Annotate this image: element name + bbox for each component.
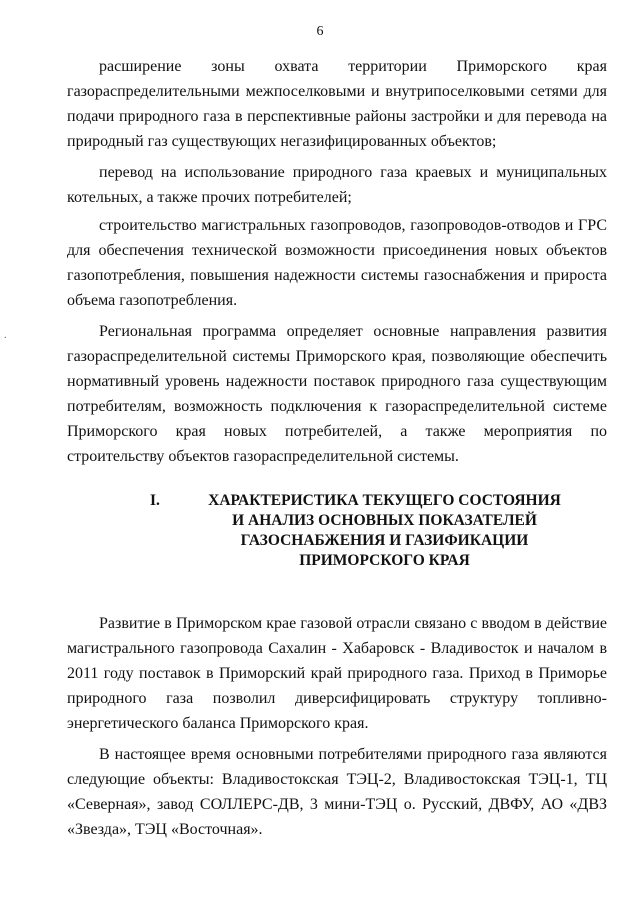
section-title — [202, 491, 607, 571]
paragraph-expansion: расширение зоны охвата территории Приморского края газораспределительными межпоселковыми и внутрипоселковыми сетями для подачи природного газа в перспективные районы застройки и для перевода на природный газ существующих негазифицированных объектов; — [67, 58, 607, 150]
section-heading — [67, 491, 607, 571]
paragraph-consumers: В настоящее время основными потребителями природного газа являются следующие объекты: Владивостокская ТЭЦ-2, Владивостокская ТЭЦ-1, ТЦ «Северная», завод СОЛЛЕРС-ДВ, 3 мини-ТЭЦ о. Русский, ДВФУ, АО «ДВЗ «Звезда», ТЭЦ «Восточная». — [67, 746, 607, 838]
section-title-line: ПРИМОРСКОГО КРАЯ — [299, 552, 470, 569]
section-title-line: ХАРАКТЕРИСТИКА ТЕКУЩЕГО СОСТОЯНИЯ — [208, 492, 561, 509]
paragraph-pipelines: строительство магистральных газопроводов, газопроводов-отводов и ГРС для обеспечения технической возможности присоединения новых объектов газопотребления, повышения надежности системы газоснабжения и прироста объема газопотребления. — [67, 217, 607, 309]
paragraph-program: Региональная программа определяет основные направления развития газораспределительной системы Приморского края, позволяющие обеспечить нормативный уровень надежности поставок природного газа существующим потребителям, возможность подключения к газораспределительной системе Приморского края новых потребителей, а также мероприятия по строительству объектов газораспределительной системы. — [67, 323, 607, 465]
paragraph-development: Развитие в Приморском крае газовой отрасли связано с вводом в действие магистрального газопровода Сахалин - Хабаровск - Владивосток и началом в 2011 году поставок в Приморский край природного газа. Приход в Приморье природного газа позволил диверсифицировать структуру топливно-энергетического баланса Приморского края. — [67, 615, 607, 732]
margin-mark: . — [4, 330, 7, 341]
paragraph-boilers: перевод на использование природного газа краевых и муниципальных котельных, а также прочих потребителей; — [67, 164, 607, 206]
document-body — [67, 54, 607, 848]
section-number: I. — [150, 492, 160, 509]
section-title-line: И АНАЛИЗ ОСНОВНЫХ ПОКАЗАТЕЛЕЙ — [232, 512, 537, 529]
page-number: 6 — [316, 24, 324, 39]
section-title-line: ГАЗОСНАБЖЕНИЯ И ГАЗИФИКАЦИИ — [240, 532, 529, 549]
